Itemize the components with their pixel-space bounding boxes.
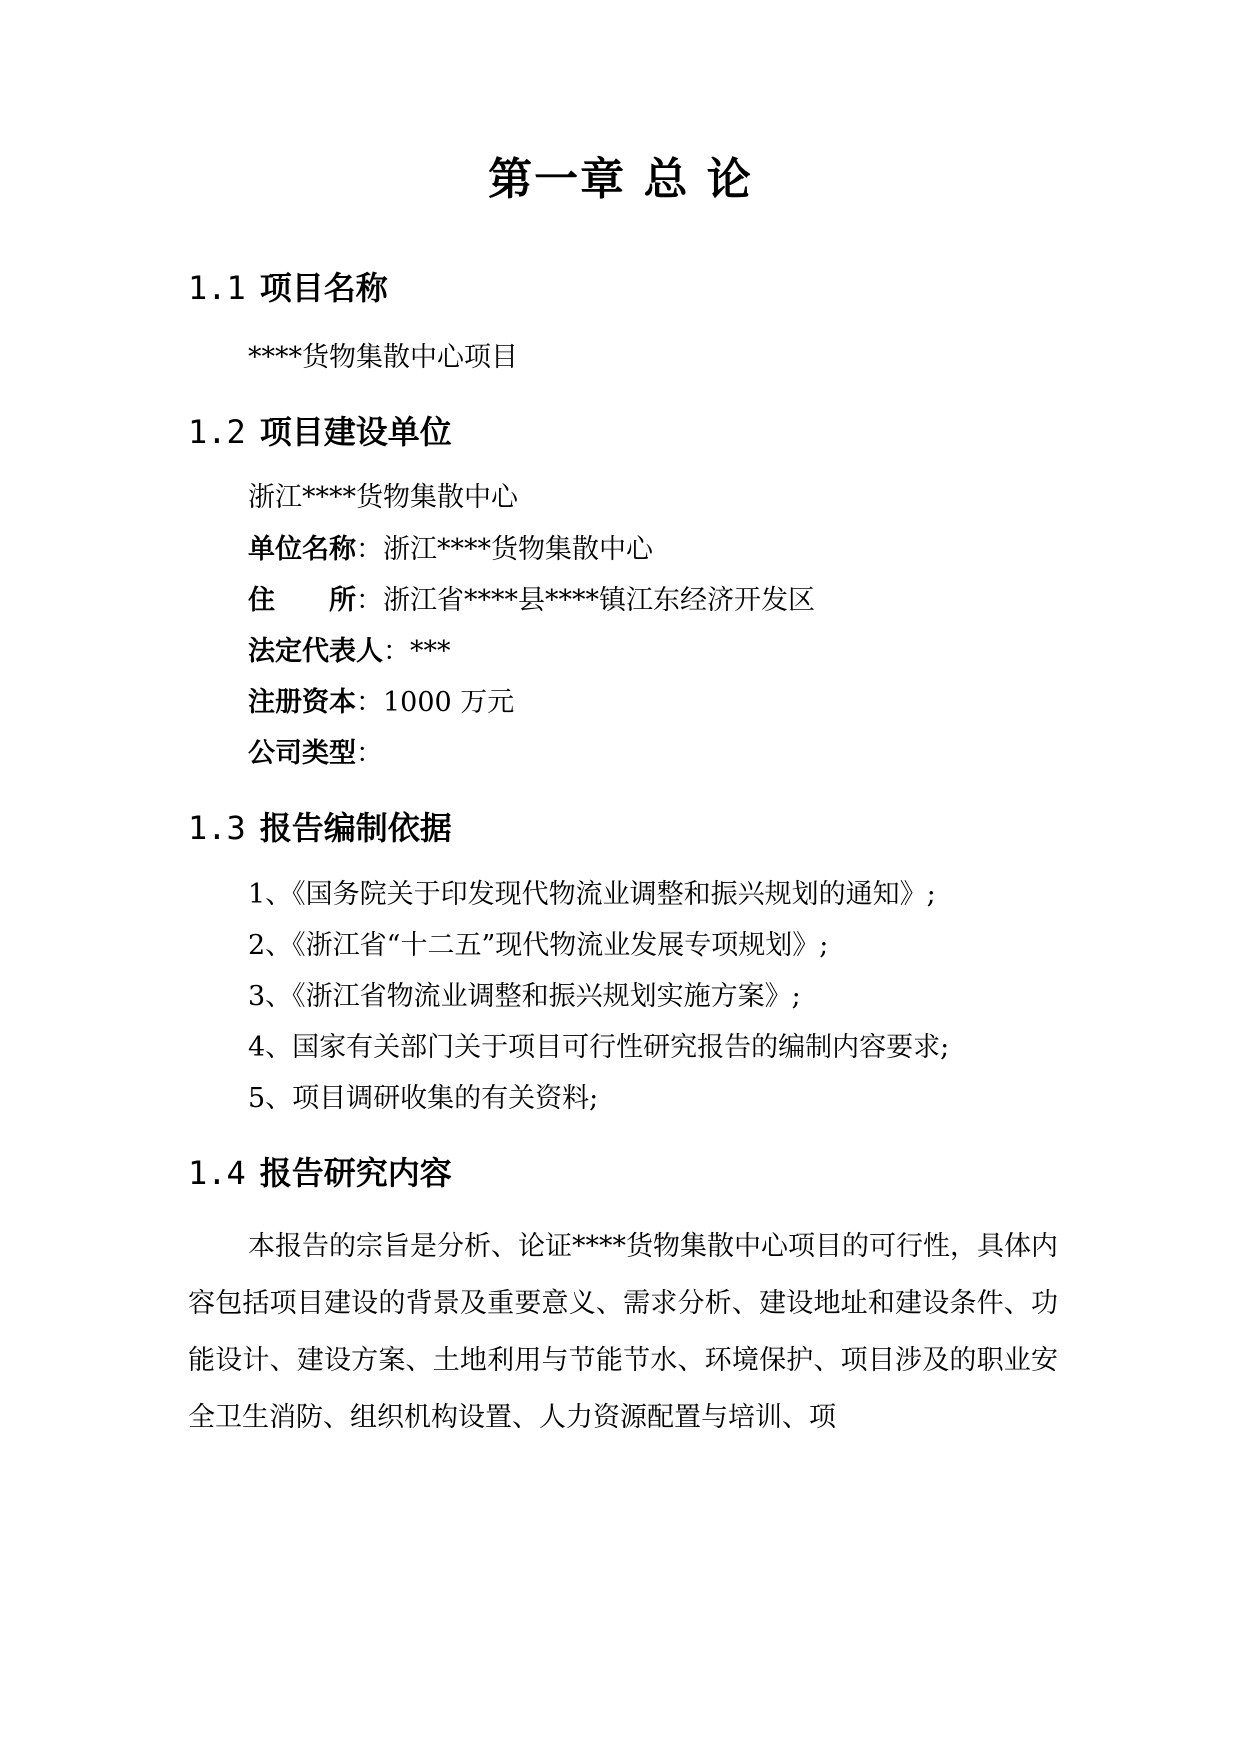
section-heading-1-2	[188, 410, 452, 454]
field-value: 1000 万元	[383, 687, 515, 718]
basis-item-4: 4、国家有关部门关于项目可行性研究报告的编制内容要求;	[248, 1032, 950, 1063]
field-label: 住 所	[248, 585, 356, 616]
section-heading-1-3	[188, 806, 452, 850]
basis-item-5: 5、项目调研收集的有关资料;	[248, 1083, 599, 1114]
basis-item-3: 3、《浙江省物流业调整和振兴规划实施方案》;	[248, 981, 801, 1012]
basis-item-2: 2、《浙江省“十二五”现代物流业发展专项规划》;	[248, 930, 829, 961]
section-title: 项目名称	[259, 269, 388, 307]
field-colon: ：	[356, 738, 383, 769]
field-company-type	[248, 734, 383, 774]
section-title: 报告研究内容	[259, 1154, 452, 1192]
field-label: 注册资本	[248, 687, 356, 718]
section-number: 1.4	[188, 1154, 246, 1192]
field-colon: ：	[356, 585, 383, 616]
field-colon: ：	[356, 534, 383, 565]
field-label: 公司类型	[248, 738, 356, 769]
field-unit-name	[248, 530, 653, 570]
field-colon: ：	[383, 636, 410, 667]
field-value: 浙江省****县****镇江东经济开发区	[383, 585, 815, 616]
field-registered-capital	[248, 683, 514, 723]
basis-item-1: 1、《国务院关于印发现代物流业调整和振兴规划的通知》;	[248, 879, 936, 910]
project-name-line: ****货物集散中心项目	[248, 342, 518, 373]
section-number: 1.2	[188, 413, 246, 451]
field-legal-representative	[248, 632, 451, 672]
field-address	[248, 581, 815, 621]
chapter-title: 第一章 总 论	[488, 154, 753, 205]
section-heading-1-1	[188, 266, 388, 310]
field-colon: ：	[356, 687, 383, 718]
section-number: 1.1	[188, 269, 246, 307]
section-title: 报告编制依据	[259, 809, 452, 847]
section-title: 项目建设单位	[259, 413, 452, 451]
field-label: 法定代表人	[248, 636, 383, 667]
field-value: 浙江****货物集散中心	[383, 534, 653, 565]
section-number: 1.3	[188, 809, 246, 847]
section-heading-1-4	[188, 1151, 452, 1195]
field-value: ***	[410, 636, 451, 667]
research-content-paragraph: 本报告的宗旨是分析、论证****货物集散中心项目的可行性，具体内容包括项目建设的背景及重要意义、需求分析、建设地址和建设条件、功能设计、建设方案、土地利用与节能节水、环境保护、项目涉及的职业安全卫生消防、组织机构设置、人力资源配置与培训、项	[188, 1231, 1058, 1433]
unit-intro-line: 浙江****货物集散中心	[248, 482, 518, 513]
field-label: 单位名称	[248, 534, 356, 565]
